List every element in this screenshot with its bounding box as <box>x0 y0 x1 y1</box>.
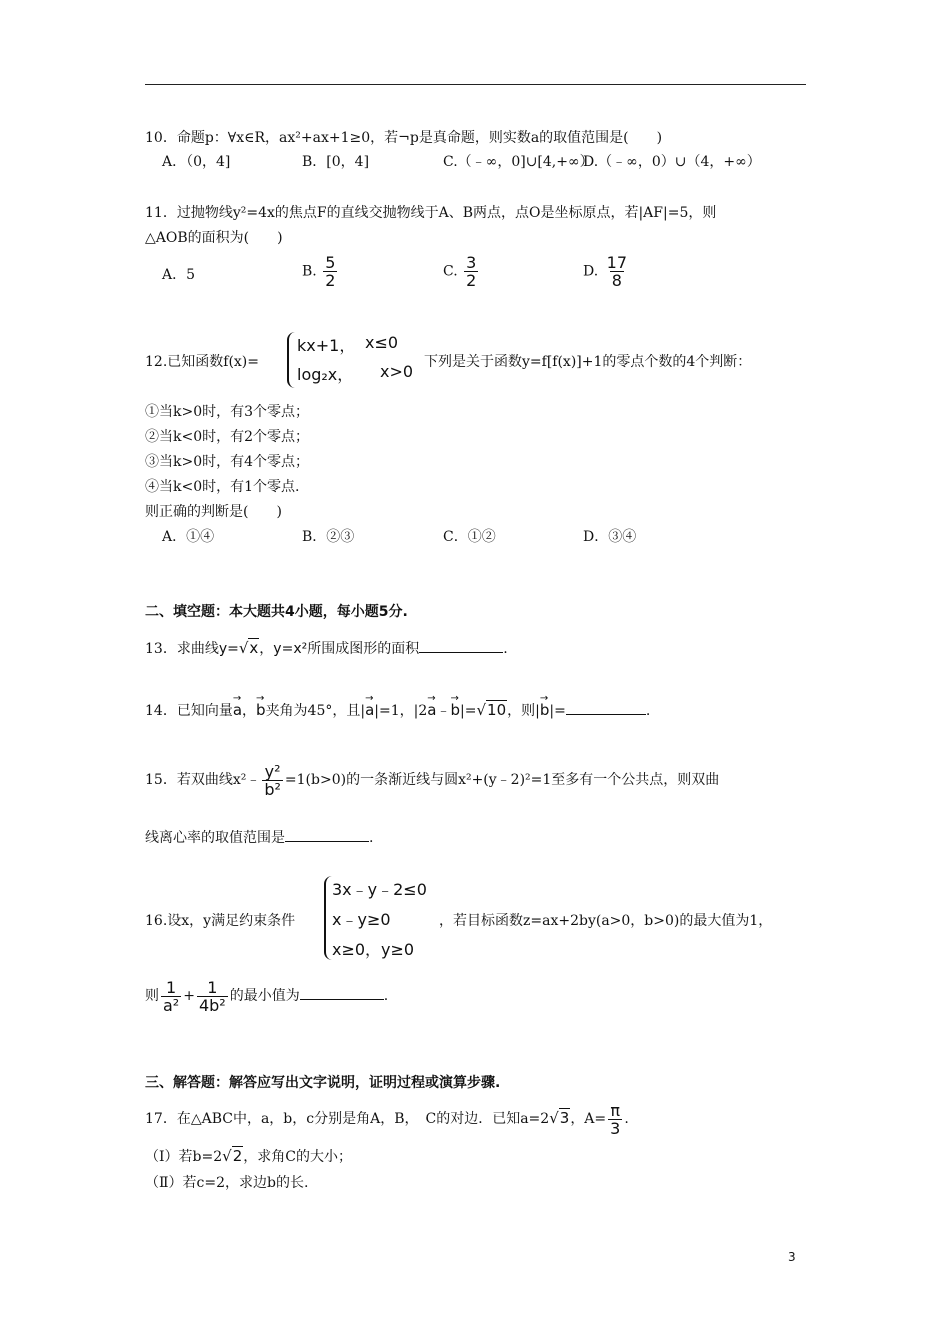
question-10-option-c: C.（﹣∞，0]∪[4,+∞） <box>443 154 594 170</box>
question-11-option-c: C. $\frac{3}{2}$ <box>443 253 477 290</box>
question-12-suffix: 下列是关于函数y=f[f(x)]+1的零点个数的4个判断： <box>424 354 752 370</box>
fraction: $\frac{1}{\text{4b²}}$ <box>198 977 226 1015</box>
square-root: √3 <box>549 1109 570 1127</box>
piecewise-row-1: kx+1， x≤0 <box>297 333 399 355</box>
vector-b: → b <box>450 700 460 720</box>
question-17: 17．在△ABC中，a，b，c分别是角A，B， C的对边．已知a=2√3，A= $\frac{\pi}{3}$ . <box>145 1100 629 1138</box>
question-12-prefix: 12.已知函数f(x)= <box>145 354 259 370</box>
vector-a: → a <box>427 700 436 720</box>
question-12-item-1: ①当k>0时，有3个零点； <box>145 404 310 420</box>
question-17-part-1: （Ⅰ）若b=2√2，求角C的大小； <box>145 1147 352 1165</box>
question-10-option-a: A．（0，4] <box>162 154 231 170</box>
question-12-question: 则正确的判断是( ) <box>145 504 282 520</box>
fraction: $\frac{\pi}{3}$ <box>610 1100 621 1138</box>
question-11-stem-line2: △AOB的面积为( ) <box>145 230 283 246</box>
answer-blank <box>419 638 503 653</box>
question-10-option-b: B．[0，4] <box>302 154 370 170</box>
piecewise-brace <box>287 332 295 388</box>
question-11-stem-line1: 11．过抛物线y²=4x的焦点F的直线交抛物线于A、B两点，点O是坐标原点，若|AF|=5，则 <box>145 205 717 221</box>
fraction: $\frac{17}{8}$ <box>606 253 627 290</box>
square-root: √2 <box>222 1147 243 1165</box>
question-10-option-d: D.（﹣∞，0）∪（4，+∞） <box>583 154 761 170</box>
answer-blank <box>566 700 646 715</box>
question-15-line2: 线离心率的取值范围是 . <box>145 827 373 848</box>
question-11-option-d: D. $\frac{17}{8}$ <box>583 253 627 290</box>
vector-a: → a <box>365 700 374 720</box>
question-12-item-4: ④当k<0时，有1个零点. <box>145 479 300 495</box>
question-11-option-b: B. $\frac{5}{2}$ <box>302 253 336 290</box>
section-3-heading: 三、解答题：解答应写出文字说明，证明过程或演算步骤. <box>145 1075 501 1091</box>
question-13: 13．求曲线y=√x，y=x²所围成图形的面积 . <box>145 639 508 657</box>
vector-b: → b <box>256 700 266 720</box>
question-16-prefix: 16.设x，y满足约束条件 <box>145 913 296 929</box>
page-number: 3 <box>788 1250 796 1264</box>
vector-b: → b <box>540 700 550 720</box>
question-17-part-2: （Ⅱ）若c=2，求边b的长. <box>145 1175 309 1191</box>
question-11-option-a: A．5 <box>162 267 196 283</box>
fraction: $\frac{3}{2}$ <box>466 253 477 290</box>
question-12-option-d: D．③④ <box>583 529 637 545</box>
question-16-suffix: ，若目标函数z=ax+2by(a>0，b>0)的最大值为1， <box>439 913 773 929</box>
square-root: √x <box>238 639 259 657</box>
fraction: $\frac{\text{y²}}{\text{b²}}$ <box>264 761 281 799</box>
header-rule <box>145 84 806 85</box>
question-12-item-3: ③当k>0时，有4个零点； <box>145 454 310 470</box>
square-root: √10 <box>476 701 507 719</box>
vector-a: → a <box>233 700 242 720</box>
piecewise-row-2: log₂x， x>0 <box>297 362 414 384</box>
question-10-stem: 10．命题p：∀x∈R，ax²+ax+1≥0，若¬p是真命题，则实数a的取值范围是( ) <box>145 130 663 146</box>
answer-blank <box>285 827 369 842</box>
section-2-heading: 二、填空题：本大题共4小题，每小题5分. <box>145 604 408 620</box>
answer-blank <box>300 985 384 1000</box>
question-12-option-b: B．②③ <box>302 529 355 545</box>
question-12-option-c: C．①② <box>443 529 496 545</box>
question-16-line2: 则 $\frac{1}{\text{a²}}$ + $\frac{1}{\text{4b²}}$ 的最小值为 . <box>145 977 389 1015</box>
fraction: $\frac{1}{\text{a²}}$ <box>163 977 180 1015</box>
question-12-item-2: ②当k<0时，有2个零点； <box>145 429 310 445</box>
fraction: $\frac{5}{2}$ <box>325 253 336 290</box>
constraint-1: 3x﹣y﹣2≤0 <box>332 880 427 899</box>
question-12-option-a: A．①④ <box>162 529 215 545</box>
constraint-3: x≥0，y≥0 <box>332 940 415 959</box>
constraint-2: x﹣y≥0 <box>332 910 391 929</box>
constraint-brace <box>324 876 332 960</box>
question-14: 14．已知向量→ a，→ b夹角为45°，且|→ a|=1，|2→ a﹣→ b|=√10，则|→ b|= . <box>145 700 650 721</box>
question-15: 15．若双曲线x²﹣ $\frac{\text{y²}}{\text{b²}}$ =1(b>0)的一条渐近线与圆x²+(y﹣2)²=1至多有一个公共点，则双曲 <box>145 761 720 799</box>
